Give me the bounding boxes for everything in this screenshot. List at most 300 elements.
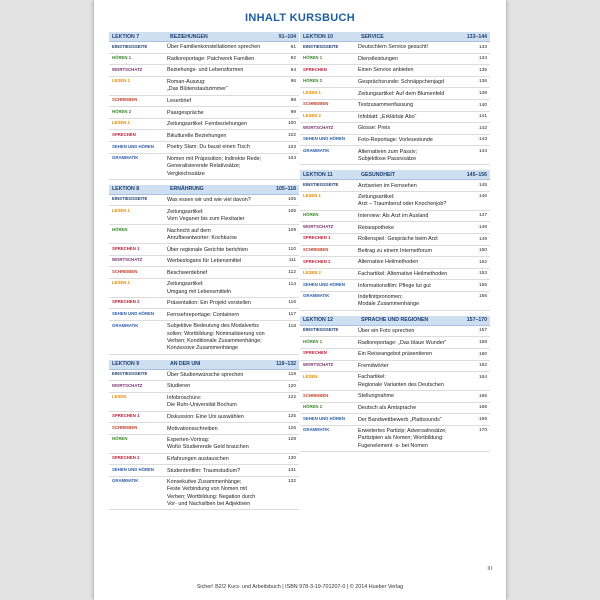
toc-category: WORTSCHATZ (112, 257, 143, 263)
toc-description-line: Zeitungsartikel: Fernbeziehungen (167, 121, 248, 128)
lesson-number: LEKTION 11 (303, 171, 333, 178)
toc-description-line: Studentenfilm: Traumstudium? (167, 467, 241, 474)
toc-page: 147 (478, 213, 487, 219)
toc-category: WORTSCHATZ (303, 124, 334, 130)
toc-row (300, 180, 490, 192)
toc-page: 98 (290, 98, 296, 104)
toc-description-line: Fachartikel: Alternative Heilmethoden (358, 270, 448, 277)
toc-description-line: Feste Verbindung von Nomen mit (167, 486, 248, 493)
lesson-number: LEKTION 7 (112, 33, 140, 40)
toc-category: GRAMMATIK (303, 427, 330, 433)
toc-row (109, 225, 299, 244)
toc-description (358, 77, 472, 88)
toc-row (300, 426, 490, 452)
toc-category: HÖREN 2 (303, 404, 323, 410)
lesson-number: LEKTION 10 (303, 33, 333, 40)
toc-page: 117 (288, 312, 296, 318)
toc-description-line: Regionale Varianten des Deutschen (358, 381, 444, 388)
toc-row (300, 234, 490, 246)
toc-description-line: Arztserien im Fernsehen (358, 182, 417, 189)
toc-description-line: Über ein Foto sprechen (358, 328, 415, 335)
toc-description (358, 280, 472, 291)
toc-row (109, 279, 299, 298)
toc-category: SPRECHEN 2 (303, 258, 331, 264)
toc-row (109, 423, 299, 435)
toc-description (167, 279, 281, 297)
toc-description (358, 146, 472, 164)
toc-description-line: Verben; Konditionale Zusammenhänge; (167, 337, 262, 344)
toc-page: 170 (478, 428, 487, 434)
toc-category: SEHEN UND HÖREN (112, 466, 155, 472)
toc-description-line: Beschwerdebrief (167, 269, 208, 276)
toc-description (358, 361, 472, 372)
toc-category: SPRECHEN (303, 66, 327, 72)
lesson-page-range: 119–132 (276, 361, 296, 368)
toc-page: 149 (478, 236, 487, 242)
toc-page: 116 (288, 300, 296, 306)
toc-row (300, 414, 490, 426)
toc-category: HÖREN 1 (303, 55, 323, 61)
toc-page: 100 (287, 121, 296, 127)
toc-row (109, 130, 299, 142)
toc-description (358, 349, 472, 360)
toc-row (109, 435, 299, 454)
toc-page: 169 (478, 416, 487, 422)
toc-description-line: Informationsfilm: Pflege tut gut (358, 282, 431, 289)
toc-category: GRAMMATIK (112, 322, 139, 328)
toc-description-line: Was essen wir und wie viel davon? (167, 197, 251, 204)
toc-description (358, 246, 472, 257)
toc-row (300, 135, 490, 147)
toc-description-line: Foto-Reportage: Vorlesestunde (358, 137, 433, 144)
toc-row (300, 146, 490, 165)
toc-row (109, 119, 299, 131)
toc-row (300, 112, 490, 124)
toc-page: 110 (288, 246, 296, 252)
toc-page: 153 (478, 271, 487, 277)
toc-description-line: Studieren (167, 383, 191, 390)
toc-page: 144 (478, 148, 487, 154)
lesson-page-range: 105–118 (276, 186, 296, 193)
toc-description (358, 234, 472, 245)
toc-description-line: Beziehungs- und Lebensformen (167, 67, 244, 74)
lesson-topic: SERVICE (361, 33, 384, 40)
toc-description-line: Subjektive Bedeutung des Modalverbs (167, 323, 259, 330)
toc-row (300, 337, 490, 349)
toc-description (167, 465, 281, 476)
toc-category: GRAMMATIK (112, 478, 139, 484)
toc-page: 141 (478, 114, 487, 120)
toc-description (167, 381, 281, 392)
toc-description (167, 393, 281, 411)
toc-row (300, 326, 490, 338)
toc-row (300, 349, 490, 361)
toc-description (358, 65, 472, 76)
toc-description (358, 123, 472, 134)
toc-category: EINSTIEGSSEITE (112, 196, 148, 202)
toc-page: 119 (288, 372, 296, 378)
toc-category: LESEN (112, 394, 127, 400)
toc-row (300, 77, 490, 89)
toc-description (167, 206, 281, 224)
toc-row (300, 391, 490, 403)
toc-category: SPRECHEN 2 (112, 299, 140, 305)
toc-page: 157 (478, 328, 487, 334)
toc-description-line: Subjektlose Passivsätze (358, 155, 417, 162)
toc-category: WORTSCHATZ (112, 382, 143, 388)
toc-description (167, 130, 281, 141)
toc-description-line: Modale Zusammenhänge (358, 301, 420, 308)
lesson-header (300, 316, 490, 326)
lesson-number: LEKTION 8 (112, 186, 140, 193)
toc-row (300, 65, 490, 77)
toc-category: WORTSCHATZ (303, 223, 334, 229)
toc-row (109, 381, 299, 393)
toc-description (167, 54, 281, 65)
toc-description (167, 107, 281, 118)
toc-page: 102 (287, 133, 296, 139)
toc-row (109, 77, 299, 96)
lesson-page-range: 133–144 (466, 33, 487, 40)
toc-page: 99 (290, 109, 296, 115)
toc-description-line: Zeitungsartikel: (167, 208, 204, 215)
toc-page: 96 (290, 79, 296, 85)
toc-description-line: Vom Veganer bis zum Flexitarier (167, 216, 245, 223)
toc-page: 114 (288, 281, 296, 287)
toc-page: 168 (478, 405, 487, 411)
toc-description-line: Zeitungsartikel: (167, 281, 204, 288)
toc-description (167, 321, 281, 353)
toc-category: HÖREN (303, 212, 319, 218)
toc-description (167, 477, 281, 509)
lesson-block (109, 185, 299, 355)
toc-page: 94 (290, 67, 296, 73)
toc-row (109, 370, 299, 382)
toc-row (109, 54, 299, 66)
toc-description (358, 292, 472, 310)
toc-page: 138 (478, 90, 487, 96)
lesson-header (109, 360, 299, 370)
toc-description-line: Wofür Studierende Geld brauchen (167, 444, 249, 451)
toc-page: 134 (478, 56, 487, 62)
toc-description (358, 54, 472, 65)
toc-description-line: Nachricht auf dem (167, 227, 211, 234)
toc-page: 143 (478, 137, 487, 143)
toc-description-line: Gesprächsrunde: Schnäppchenjagd (358, 79, 445, 86)
toc-page: 132 (287, 479, 296, 485)
toc-category: EINSTIEGSSEITE (303, 181, 339, 187)
toc-description-line: Konzessive Zusammenhänge (167, 345, 239, 352)
toc-row (109, 42, 299, 54)
toc-description (358, 426, 472, 451)
toc-page: 118 (288, 323, 296, 329)
toc-page: 128 (287, 437, 296, 443)
toc-row (300, 211, 490, 223)
toc-page: 142 (478, 125, 487, 131)
toc-description-line: Poetry Slam: Du baust einen Tisch (167, 144, 250, 151)
toc-category: LESEN 1 (303, 193, 321, 199)
toc-description (167, 225, 281, 243)
toc-row (300, 372, 490, 391)
toc-page: 148 (478, 224, 487, 230)
toc-page: 150 (478, 248, 487, 254)
toc-column-left (109, 32, 299, 515)
toc-description (358, 100, 472, 111)
toc-description (358, 222, 472, 233)
toc-category: SPRECHEN 2 (112, 455, 140, 461)
toc-description-line: Roman-Auszug: (167, 79, 206, 86)
toc-description (358, 414, 472, 425)
toc-row (300, 54, 490, 66)
toc-page: 156 (478, 294, 487, 300)
toc-category: SPRECHEN 1 (112, 413, 140, 419)
lesson-topic: AN DER UNI (170, 361, 201, 368)
toc-description (167, 119, 281, 130)
toc-description (358, 88, 472, 99)
toc-description (167, 454, 281, 465)
lesson-block (109, 32, 299, 180)
toc-page: 160 (478, 351, 487, 357)
toc-category: HÖREN 1 (303, 338, 323, 344)
page-number: III (487, 566, 492, 572)
toc-category: LESEN 1 (303, 89, 321, 95)
toc-description (167, 267, 281, 278)
toc-description-line: Anrufbeantworter: Kochkurse (167, 234, 237, 241)
toc-category: EINSTIEGSSEITE (112, 43, 148, 49)
toc-row (109, 393, 299, 412)
toc-description-line: Zeitungsartikel: (358, 194, 395, 201)
toc-description-line: Umgang mit Lebensmitteln (167, 288, 232, 295)
toc-row (300, 192, 490, 211)
toc-description (358, 337, 472, 348)
toc-description-line: Fachartikel: (358, 374, 386, 381)
toc-category: GRAMMATIK (303, 293, 330, 299)
toc-category: EINSTIEGSSEITE (112, 371, 148, 377)
toc-row (300, 42, 490, 54)
toc-description (167, 412, 281, 423)
toc-description-line: Präsentation: Ein Projekt vorstellen (167, 300, 251, 307)
lesson-topic: ERNÄHRUNG (170, 186, 204, 193)
toc-description-line: Die Ruhr-Universität Bochum (167, 402, 237, 409)
toc-row (300, 222, 490, 234)
toc-description (358, 257, 472, 268)
toc-row (109, 321, 299, 354)
toc-description (358, 180, 472, 191)
toc-category: LESEN (303, 373, 318, 379)
toc-description-line: Erfahrungen austauschen (167, 456, 229, 462)
toc-page: 136 (478, 79, 487, 85)
toc-description-line: Werbeslogans für Lebensmittel (167, 258, 242, 265)
toc-description (358, 391, 472, 402)
toc-row (109, 465, 299, 477)
toc-category: GRAMMATIK (303, 147, 330, 153)
toc-category: SEHEN UND HÖREN (303, 281, 346, 287)
toc-row (109, 477, 299, 510)
toc-category: SPRECHEN 1 (112, 245, 140, 251)
toc-row (109, 206, 299, 225)
toc-description-line: Beitrag zu einem Internetforum (358, 247, 433, 254)
toc-page: 92 (290, 56, 296, 62)
page-title: INHALT KURSBUCH (244, 12, 355, 24)
toc-category: HÖREN 1 (112, 55, 132, 61)
toc-page: 152 (478, 259, 487, 265)
toc-description-line: Reiseapotheke (358, 224, 394, 231)
toc-category: WORTSCHATZ (112, 66, 143, 72)
toc-description-line: Fugenelement -s- bei Nomen (358, 442, 428, 449)
toc-page: 112 (288, 269, 296, 275)
toc-description-line: Interview: Als Arzt im Ausland (358, 213, 429, 220)
toc-description-line: Der Bandwettbewerb „Plattsounds“ (358, 416, 442, 423)
toc-category: SPRECHEN 1 (303, 235, 331, 241)
toc-category: SPRECHEN (112, 131, 136, 137)
toc-description-line: Textzusammenfassung (358, 102, 414, 109)
toc-description (358, 42, 472, 53)
toc-description (358, 192, 472, 210)
toc-description (167, 142, 281, 153)
toc-description-line: Ein Reiseangebot präsentieren (358, 351, 433, 358)
toc-description (358, 269, 472, 280)
toc-category: SEHEN UND HÖREN (303, 415, 346, 421)
toc-description-line: „Das Blütenstaubzimmer“ (167, 86, 228, 93)
toc-row (300, 292, 490, 311)
toc-description (167, 423, 281, 434)
toc-description-line: Deutsch als Amtsprache (358, 404, 417, 411)
lesson-block (300, 32, 490, 165)
lesson-header (109, 32, 299, 42)
toc-page: 125 (287, 414, 296, 420)
toc-page: 120 (287, 383, 296, 389)
lesson-block (300, 170, 490, 311)
toc-row (300, 403, 490, 415)
toc-description (167, 154, 281, 179)
toc-page: 131 (287, 467, 296, 473)
toc-row (109, 309, 299, 321)
toc-description-line: Leserbrief (167, 97, 191, 104)
toc-row (300, 88, 490, 100)
toc-category: LESEN 2 (303, 270, 321, 276)
toc-description-line: Über regionale Gerichte berichten (167, 246, 248, 253)
toc-row (300, 361, 490, 373)
toc-category: SPRECHEN (303, 350, 327, 356)
toc-row (300, 246, 490, 258)
lesson-header (300, 32, 490, 42)
toc-description-line: Infoblatt: „Erklärbär Abo“ (358, 113, 417, 120)
toc-category: EINSTIEGSSEITE (303, 43, 339, 49)
toc-page: 155 (478, 282, 487, 288)
toc-description-line: Partizipien als Nomen; Wortbildung: (358, 435, 444, 442)
toc-page: 103 (287, 144, 296, 150)
toc-page: 104 (287, 156, 296, 162)
toc-description (358, 326, 472, 337)
toc-row (300, 123, 490, 135)
toc-description-line: Fremdwörter (358, 362, 389, 369)
toc-page: 162 (478, 363, 487, 369)
toc-description-line: Über Studienwünsche sprechen (167, 371, 244, 378)
toc-page: 164 (478, 374, 487, 380)
toc-category: SCHREIBEN (303, 392, 329, 398)
toc-page: 122 (287, 395, 296, 401)
toc-description (167, 42, 281, 53)
toc-description-line: Fernsehreportage: Containern (167, 311, 240, 318)
toc-description (167, 435, 281, 453)
toc-description-line: Einen Service anbieten (358, 67, 414, 74)
lesson-block (109, 360, 299, 511)
toc-page: 106 (287, 209, 296, 215)
toc-category: WORTSCHATZ (303, 362, 334, 368)
toc-category: SCHREIBEN (303, 101, 329, 107)
toc-page: 166 (478, 393, 487, 399)
toc-page: 146 (478, 194, 487, 200)
toc-category: SEHEN UND HÖREN (303, 136, 346, 142)
lesson-header (300, 170, 490, 180)
toc-description (167, 195, 281, 206)
toc-description-line: Deutschlern Service gesucht! (358, 44, 429, 51)
toc-row (109, 96, 299, 108)
toc-description-line: Glosse: Preis (358, 125, 391, 132)
lesson-topic: BEZIEHUNGEN (170, 33, 208, 40)
toc-description-line: sollen; Wortbildung: Nominalisierung von (167, 330, 265, 337)
toc-category: HÖREN 2 (112, 108, 132, 114)
lesson-number: LEKTION 12 (303, 317, 333, 324)
toc-description-line: Indefinitpronomen; (358, 294, 403, 301)
toc-description (358, 372, 472, 390)
toc-description-line: Generalisierende Relativsätze; (167, 163, 241, 170)
toc-page: 135 (478, 67, 487, 73)
toc-description (358, 211, 472, 222)
toc-category: LESEN 1 (112, 78, 130, 84)
toc-description (167, 77, 281, 95)
toc-page: 91 (290, 44, 296, 50)
toc-description-line: Infobroschüre: (167, 395, 202, 402)
toc-page: 133 (478, 44, 487, 50)
toc-description (167, 298, 281, 309)
toc-category: SCHREIBEN (112, 424, 138, 430)
lesson-page-range: 145–156 (466, 171, 487, 178)
toc-description-line: Alternative Heilmethoden (358, 259, 419, 266)
toc-category: LESEN 1 (112, 207, 130, 213)
toc-row (109, 267, 299, 279)
toc-page: 145 (478, 182, 487, 188)
lesson-page-range: 91–104 (278, 33, 296, 40)
toc-category: GRAMMATIK (112, 155, 139, 161)
toc-description-line: Nomen mit Präposition; Indirekte Rede; (167, 155, 262, 162)
toc-description-line: Über Familienkonstellationen sprechen (167, 44, 261, 51)
lesson-topic: GESUNDHEIT (361, 171, 396, 178)
toc-description (358, 135, 472, 146)
toc-description-line: Motivationsschreiben (167, 425, 218, 432)
toc-row (109, 454, 299, 466)
toc-row (300, 100, 490, 112)
toc-row (109, 412, 299, 424)
toc-description-line: Erweitertes Partizip; Adversativsätze; (358, 428, 447, 435)
lesson-block (300, 316, 490, 452)
toc-category: HÖREN 2 (303, 78, 323, 84)
toc-description-line: Experten-Vortrag: (167, 437, 210, 444)
toc-category: HÖREN (112, 436, 128, 442)
toc-description-line: Vor- und Nachsilben bei Adjektiven (167, 501, 251, 508)
toc-row (109, 142, 299, 154)
toc-description-line: Radioreportage: Patchwork Familien (167, 55, 255, 62)
toc-description-line: Verben; Wortbildung: Negation durch (167, 493, 256, 500)
toc-category: HÖREN (112, 226, 128, 232)
book-page (94, 0, 506, 600)
toc-category: SEHEN UND HÖREN (112, 143, 155, 149)
toc-category: LESEN 2 (303, 113, 321, 119)
toc-page: 126 (287, 425, 296, 431)
toc-description (167, 65, 281, 76)
toc-description-line: Rollenspiel: Gespräche beim Arzt (358, 236, 438, 243)
lesson-number: LEKTION 9 (112, 361, 140, 368)
